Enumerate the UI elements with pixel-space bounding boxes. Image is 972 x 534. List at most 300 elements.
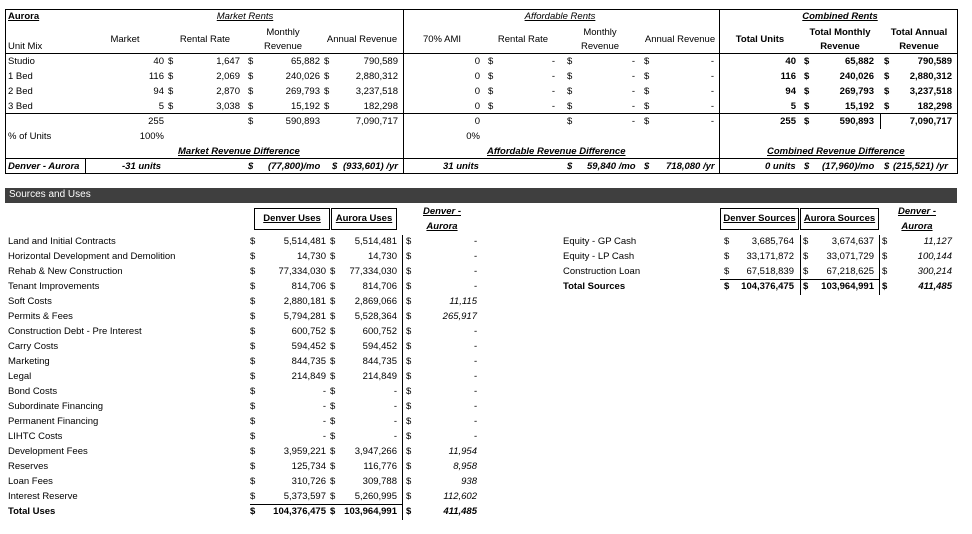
use-diff: -	[473, 431, 477, 442]
dollar-sign: $	[644, 161, 650, 172]
col-aff-annual: Annual Revenue	[644, 34, 716, 45]
dollar-sign: $	[168, 56, 174, 67]
use-aurora: 214,849	[362, 371, 397, 382]
source-aurora: 3,674,637	[831, 236, 874, 247]
sources-total-diff: 411,485	[918, 281, 952, 292]
dollar-sign: $	[406, 266, 412, 277]
dollar-sign: $	[248, 86, 254, 97]
use-label: Permanent Financing	[8, 416, 99, 427]
use-denver: -	[322, 386, 326, 397]
dollar-sign: $	[406, 446, 412, 457]
dollar-sign: $	[250, 251, 256, 262]
denver-uses-header	[254, 208, 330, 230]
use-denver: 844,735	[291, 356, 326, 367]
diff-market-annual: (933,601) /yr	[343, 161, 398, 172]
dollar-sign: $	[803, 281, 809, 292]
dollar-sign: $	[250, 341, 256, 352]
dollar-sign: $	[406, 341, 412, 352]
aurora-uses-header	[331, 208, 397, 230]
total-monthly: 590,893	[285, 116, 320, 127]
dollar-sign: $	[882, 281, 888, 292]
dollar-sign: $	[324, 86, 330, 97]
total-units-cell: 5	[790, 101, 796, 112]
dollar-sign: $	[168, 86, 174, 97]
use-label: Marketing	[8, 356, 50, 367]
dollar-sign: $	[804, 71, 810, 82]
use-denver: 214,849	[291, 371, 326, 382]
use-diff: 11,954	[448, 446, 477, 457]
dollar-sign: $	[168, 101, 174, 112]
dollar-sign: $	[567, 116, 573, 127]
sources-uses-header	[5, 188, 957, 203]
market-units: 40	[153, 56, 164, 67]
use-diff: 938	[461, 476, 477, 487]
source-denver: 33,171,872	[746, 251, 794, 262]
uses-total-label: Total Uses	[8, 506, 56, 517]
use-aurora: 2,869,066	[354, 296, 397, 307]
affordable-diff-label: Affordable Revenue Difference	[487, 146, 626, 157]
source-label: Equity - GP Cash	[563, 236, 637, 247]
ami-units: 0	[474, 56, 480, 67]
dollar-sign: $	[567, 161, 573, 172]
dollar-sign: $	[567, 71, 573, 82]
unit-type-label: 1 Bed	[8, 71, 33, 82]
dollar-sign: $	[406, 326, 412, 337]
total-units: 255	[780, 116, 796, 127]
use-denver: 814,706	[291, 281, 326, 292]
market-units: 116	[148, 71, 164, 82]
dollar-sign: $	[250, 506, 256, 517]
use-diff: 11,115	[449, 296, 477, 307]
aff-annual: -	[710, 56, 714, 67]
aff-rate: -	[551, 86, 555, 97]
dollar-sign: $	[330, 476, 336, 487]
uses-total-aurora: 103,964,991	[344, 506, 397, 517]
market-annual: 2,880,312	[355, 71, 398, 82]
use-denver: 3,959,221	[283, 446, 326, 457]
use-diff: -	[473, 401, 477, 412]
dollar-sign: $	[567, 56, 573, 67]
dollar-sign: $	[330, 416, 336, 427]
diff-aff-annual: 718,080 /yr	[666, 161, 715, 172]
dollar-sign: $	[250, 266, 256, 277]
use-denver: -	[322, 416, 326, 427]
pct-market: 100%	[139, 131, 164, 142]
use-diff: 8,958	[453, 461, 477, 472]
dollar-sign: $	[248, 116, 254, 127]
col-total-units: Total Units	[735, 34, 785, 45]
dollar-sign: $	[406, 311, 412, 322]
total-annual-cell: 790,589	[917, 56, 952, 67]
use-label: Loan Fees	[8, 476, 53, 487]
aff-annual: -	[710, 101, 714, 112]
use-diff: -	[473, 266, 477, 277]
use-aurora: 77,334,030	[349, 266, 397, 277]
use-diff: 112,602	[443, 491, 477, 502]
dollar-sign: $	[406, 491, 412, 502]
sources-total-label: Total Sources	[563, 281, 626, 292]
total-ami: 0	[474, 116, 480, 127]
dollar-sign: $	[884, 56, 890, 67]
total-units-cell: 116	[780, 71, 796, 82]
dollar-sign: $	[884, 71, 890, 82]
use-denver: 77,334,030	[278, 266, 326, 277]
use-denver: 5,794,281	[283, 311, 326, 322]
dollar-sign: $	[250, 236, 256, 247]
source-denver: 67,518,839	[746, 266, 794, 277]
ami-units: 0	[474, 101, 480, 112]
dollar-sign: $	[250, 476, 256, 487]
dollar-sign: $	[488, 101, 494, 112]
dollar-sign: $	[406, 416, 412, 427]
denver-sources-label: Denver Sources	[723, 213, 796, 224]
total-annual: 7,090,717	[355, 116, 398, 127]
dollar-sign: $	[644, 71, 650, 82]
col-market: Market	[110, 34, 140, 45]
dollar-sign: $	[250, 401, 256, 412]
use-label: Tenant Improvements	[8, 281, 100, 292]
use-label: LIHTC Costs	[8, 431, 63, 442]
dollar-sign: $	[882, 236, 888, 247]
col-total-monthly-2: Revenue	[820, 41, 860, 52]
col-aff-monthly-2: Revenue	[580, 41, 620, 52]
col-aff-rate: Rental Rate	[497, 34, 549, 45]
use-aurora: 3,947,266	[354, 446, 397, 457]
total-units-cell: 40	[785, 56, 796, 67]
use-denver: 2,880,181	[283, 296, 326, 307]
col-total-monthly-1: Total Monthly	[809, 27, 871, 38]
diff-comb-monthly: (17,960)/mo	[822, 161, 875, 172]
total-monthly-cell: 240,026	[839, 71, 874, 82]
dollar-sign: $	[330, 386, 336, 397]
source-aurora: 67,218,625	[826, 266, 874, 277]
source-label: Construction Loan	[563, 266, 641, 277]
unit-type-label: Studio	[8, 56, 35, 67]
use-diff: -	[473, 326, 477, 337]
market-rents-header: Market Rents	[216, 11, 274, 22]
use-aurora: 594,452	[362, 341, 397, 352]
use-label: Legal	[8, 371, 32, 382]
denver-uses-label: Denver Uses	[263, 213, 321, 224]
dollar-sign: $	[250, 326, 256, 337]
total-monthly-cell: 65,882	[844, 56, 874, 67]
aff-monthly: -	[631, 101, 635, 112]
ami-units: 0	[474, 71, 480, 82]
dollar-sign: $	[406, 506, 412, 517]
use-diff: 265,917	[442, 311, 477, 322]
use-aurora: -	[393, 386, 397, 397]
use-diff: -	[473, 281, 477, 292]
use-label: Subordinate Financing	[8, 401, 104, 412]
total-annual-cell: 2,880,312	[909, 71, 952, 82]
aff-monthly: -	[631, 56, 635, 67]
col-ami: 70% AMI	[422, 34, 462, 45]
dollar-sign: $	[250, 371, 256, 382]
diff-row-label: Denver - Aurora	[8, 161, 80, 172]
aurora-sources-label: Aurora Sources	[803, 213, 876, 224]
dollar-sign: $	[644, 116, 650, 127]
dollar-sign: $	[330, 371, 336, 382]
col-monthly-2: Revenue	[263, 41, 303, 52]
market-monthly: 15,192	[290, 101, 320, 112]
unit-type-label: 3 Bed	[8, 101, 33, 112]
dollar-sign: $	[804, 56, 810, 67]
sheet-title: Aurora	[8, 11, 40, 22]
denver-sources-header	[720, 208, 799, 230]
aff-rate: -	[551, 71, 555, 82]
dollar-sign: $	[248, 56, 254, 67]
dollar-sign: $	[406, 281, 412, 292]
dollar-sign: $	[406, 236, 412, 247]
dollar-sign: $	[488, 56, 494, 67]
dollar-sign: $	[644, 101, 650, 112]
use-diff: -	[473, 341, 477, 352]
dollar-sign: $	[644, 86, 650, 97]
dollar-sign: $	[884, 101, 890, 112]
uses-total-denver: 104,376,475	[273, 506, 326, 517]
use-diff: -	[473, 371, 477, 382]
col-aff-monthly-1: Monthly	[583, 27, 617, 38]
dollar-sign: $	[406, 356, 412, 367]
total-annual-cell: 3,237,518	[909, 86, 952, 97]
use-aurora: 309,788	[362, 476, 397, 487]
use-diff: -	[473, 416, 477, 427]
source-diff: 11,127	[923, 236, 952, 247]
market-annual: 3,237,518	[355, 86, 398, 97]
use-label: Permits & Fees	[8, 311, 73, 322]
use-denver: 5,514,481	[283, 236, 326, 247]
dollar-sign: $	[803, 266, 809, 277]
sources-total-denver: 104,376,475	[741, 281, 794, 292]
use-diff: -	[473, 251, 477, 262]
total-market: 255	[148, 116, 164, 127]
use-label: Land and Initial Contracts	[8, 236, 116, 247]
ami-units: 0	[474, 86, 480, 97]
aff-annual: -	[710, 86, 714, 97]
aff-monthly: -	[631, 71, 635, 82]
use-denver: 310,726	[291, 476, 326, 487]
dollar-sign: $	[168, 71, 174, 82]
aff-monthly: -	[631, 86, 635, 97]
dollar-sign: $	[884, 86, 890, 97]
diff-units-comb: 0 units	[765, 161, 796, 172]
total-monthly-cell: 269,793	[839, 86, 874, 97]
use-label: Carry Costs	[8, 341, 59, 352]
dollar-sign: $	[330, 431, 336, 442]
dollar-sign: $	[644, 56, 650, 67]
sources-total-aurora: 103,964,991	[821, 281, 874, 292]
col-total-annual-1: Total Annual	[890, 27, 948, 38]
diff-units-aff: 31 units	[443, 161, 479, 172]
use-label: Development Fees	[8, 446, 88, 457]
market-units: 94	[153, 86, 164, 97]
use-aurora: 844,735	[362, 356, 397, 367]
dollar-sign: $	[324, 71, 330, 82]
diff-market-monthly: (77,800)/mo	[268, 161, 321, 172]
dollar-sign: $	[406, 371, 412, 382]
use-aurora: -	[393, 431, 397, 442]
dollar-sign: $	[250, 296, 256, 307]
use-aurora: -	[393, 416, 397, 427]
dollar-sign: $	[406, 461, 412, 472]
aurora-uses-label: Aurora Uses	[335, 213, 393, 224]
total-aff-monthly: -	[631, 116, 635, 127]
uses-diff-header-2: Aurora	[426, 221, 458, 232]
dollar-sign: $	[884, 161, 890, 172]
dollar-sign: $	[406, 296, 412, 307]
dollar-sign: $	[330, 251, 336, 262]
market-monthly: 240,026	[285, 71, 320, 82]
use-aurora: 5,528,364	[354, 311, 397, 322]
dollar-sign: $	[724, 266, 730, 277]
use-diff: -	[473, 386, 477, 397]
dollar-sign: $	[804, 86, 810, 97]
dollar-sign: $	[324, 101, 330, 112]
use-label: Bond Costs	[8, 386, 58, 397]
dollar-sign: $	[250, 461, 256, 472]
dollar-sign: $	[330, 236, 336, 247]
use-aurora: 600,752	[362, 326, 397, 337]
use-label: Construction Debt - Pre Interest	[8, 326, 142, 337]
source-aurora: 33,071,729	[826, 251, 874, 262]
use-diff: -	[473, 356, 477, 367]
dollar-sign: $	[330, 356, 336, 367]
uses-diff-header-1: Denver -	[422, 206, 461, 217]
dollar-sign: $	[330, 341, 336, 352]
aff-rate: -	[551, 56, 555, 67]
use-aurora: 5,514,481	[354, 236, 397, 247]
dollar-sign: $	[248, 71, 254, 82]
dollar-sign: $	[488, 71, 494, 82]
dollar-sign: $	[330, 266, 336, 277]
dollar-sign: $	[406, 386, 412, 397]
use-aurora: 814,706	[362, 281, 397, 292]
total-monthly-cell: 15,192	[844, 101, 874, 112]
col-rental-rate: Rental Rate	[179, 34, 231, 45]
combined-rents-header: Combined Rents	[802, 11, 878, 22]
dollar-sign: $	[330, 401, 336, 412]
market-rate: 3,038	[216, 101, 240, 112]
dollar-sign: $	[248, 101, 254, 112]
use-denver: 125,734	[291, 461, 326, 472]
dollar-sign: $	[406, 401, 412, 412]
dollar-sign: $	[724, 251, 730, 262]
dollar-sign: $	[250, 491, 256, 502]
dollar-sign: $	[804, 161, 810, 172]
dollar-sign: $	[882, 266, 888, 277]
dollar-sign: $	[724, 236, 730, 247]
dollar-sign: $	[724, 281, 730, 292]
unit-type-label: 2 Bed	[8, 86, 33, 97]
dollar-sign: $	[406, 251, 412, 262]
total-aff-annual: -	[710, 116, 714, 127]
market-annual: 790,589	[363, 56, 398, 67]
unit-mix-label: Unit Mix	[8, 41, 43, 52]
use-denver: 600,752	[291, 326, 326, 337]
sources-diff-header-2: Aurora	[901, 221, 933, 232]
source-diff: 300,214	[917, 266, 952, 277]
market-monthly: 65,882	[290, 56, 320, 67]
market-rate: 2,870	[216, 86, 240, 97]
use-diff: -	[473, 236, 477, 247]
market-monthly: 269,793	[285, 86, 320, 97]
total-annual-cell: 182,298	[917, 101, 952, 112]
dollar-sign: $	[406, 431, 412, 442]
source-label: Equity - LP Cash	[563, 251, 635, 262]
use-denver: 5,373,597	[283, 491, 326, 502]
dollar-sign: $	[804, 101, 810, 112]
dollar-sign: $	[804, 116, 810, 127]
use-denver: 14,730	[296, 251, 326, 262]
source-diff: 100,144	[917, 251, 952, 262]
dollar-sign: $	[324, 56, 330, 67]
dollar-sign: $	[803, 251, 809, 262]
dollar-sign: $	[330, 296, 336, 307]
market-rate: 1,647	[216, 56, 240, 67]
market-annual: 182,298	[363, 101, 398, 112]
pct-units-label: % of Units	[8, 131, 52, 142]
col-annual: Annual Revenue	[326, 34, 398, 45]
total-t-annual: 7,090,717	[909, 116, 952, 127]
total-units-cell: 94	[785, 86, 796, 97]
diff-units-market: -31 units	[122, 161, 162, 172]
dollar-sign: $	[567, 101, 573, 112]
dollar-sign: $	[330, 311, 336, 322]
market-units: 5	[158, 101, 164, 112]
sources-uses-title: Sources and Uses	[9, 189, 91, 200]
use-aurora: 14,730	[367, 251, 397, 262]
use-aurora: -	[393, 401, 397, 412]
pct-ami: 0%	[466, 131, 480, 142]
source-denver: 3,685,764	[751, 236, 794, 247]
use-denver: -	[322, 401, 326, 412]
use-label: Reserves	[8, 461, 49, 472]
dollar-sign: $	[250, 386, 256, 397]
col-total-annual-2: Revenue	[899, 41, 939, 52]
col-monthly-1: Monthly	[266, 27, 300, 38]
aurora-sources-header	[800, 208, 879, 230]
dollar-sign: $	[330, 506, 336, 517]
dollar-sign: $	[330, 326, 336, 337]
aff-rate: -	[551, 101, 555, 112]
diff-aff-monthly: 59,840 /mo	[587, 161, 636, 172]
use-denver: -	[322, 431, 326, 442]
use-label: Soft Costs	[8, 296, 52, 307]
combined-diff-label: Combined Revenue Difference	[767, 146, 905, 157]
dollar-sign: $	[332, 161, 338, 172]
use-label: Interest Reserve	[8, 491, 78, 502]
dollar-sign: $	[330, 446, 336, 457]
dollar-sign: $	[330, 461, 336, 472]
use-aurora: 116,776	[363, 461, 397, 472]
affordable-rents-header: Affordable Rents	[524, 11, 596, 22]
dollar-sign: $	[488, 86, 494, 97]
dollar-sign: $	[250, 416, 256, 427]
dollar-sign: $	[330, 491, 336, 502]
dollar-sign: $	[250, 356, 256, 367]
dollar-sign: $	[250, 281, 256, 292]
market-diff-label: Market Revenue Difference	[178, 146, 300, 157]
use-label: Horizontal Development and Demolition	[8, 251, 176, 262]
aff-annual: -	[710, 71, 714, 82]
use-denver: 594,452	[291, 341, 326, 352]
dollar-sign: $	[248, 161, 254, 172]
dollar-sign: $	[803, 236, 809, 247]
market-rate: 2,069	[216, 71, 240, 82]
dollar-sign: $	[250, 431, 256, 442]
diff-comb-annual: (215,521) /yr	[893, 161, 948, 172]
use-label: Rehab & New Construction	[8, 266, 123, 277]
